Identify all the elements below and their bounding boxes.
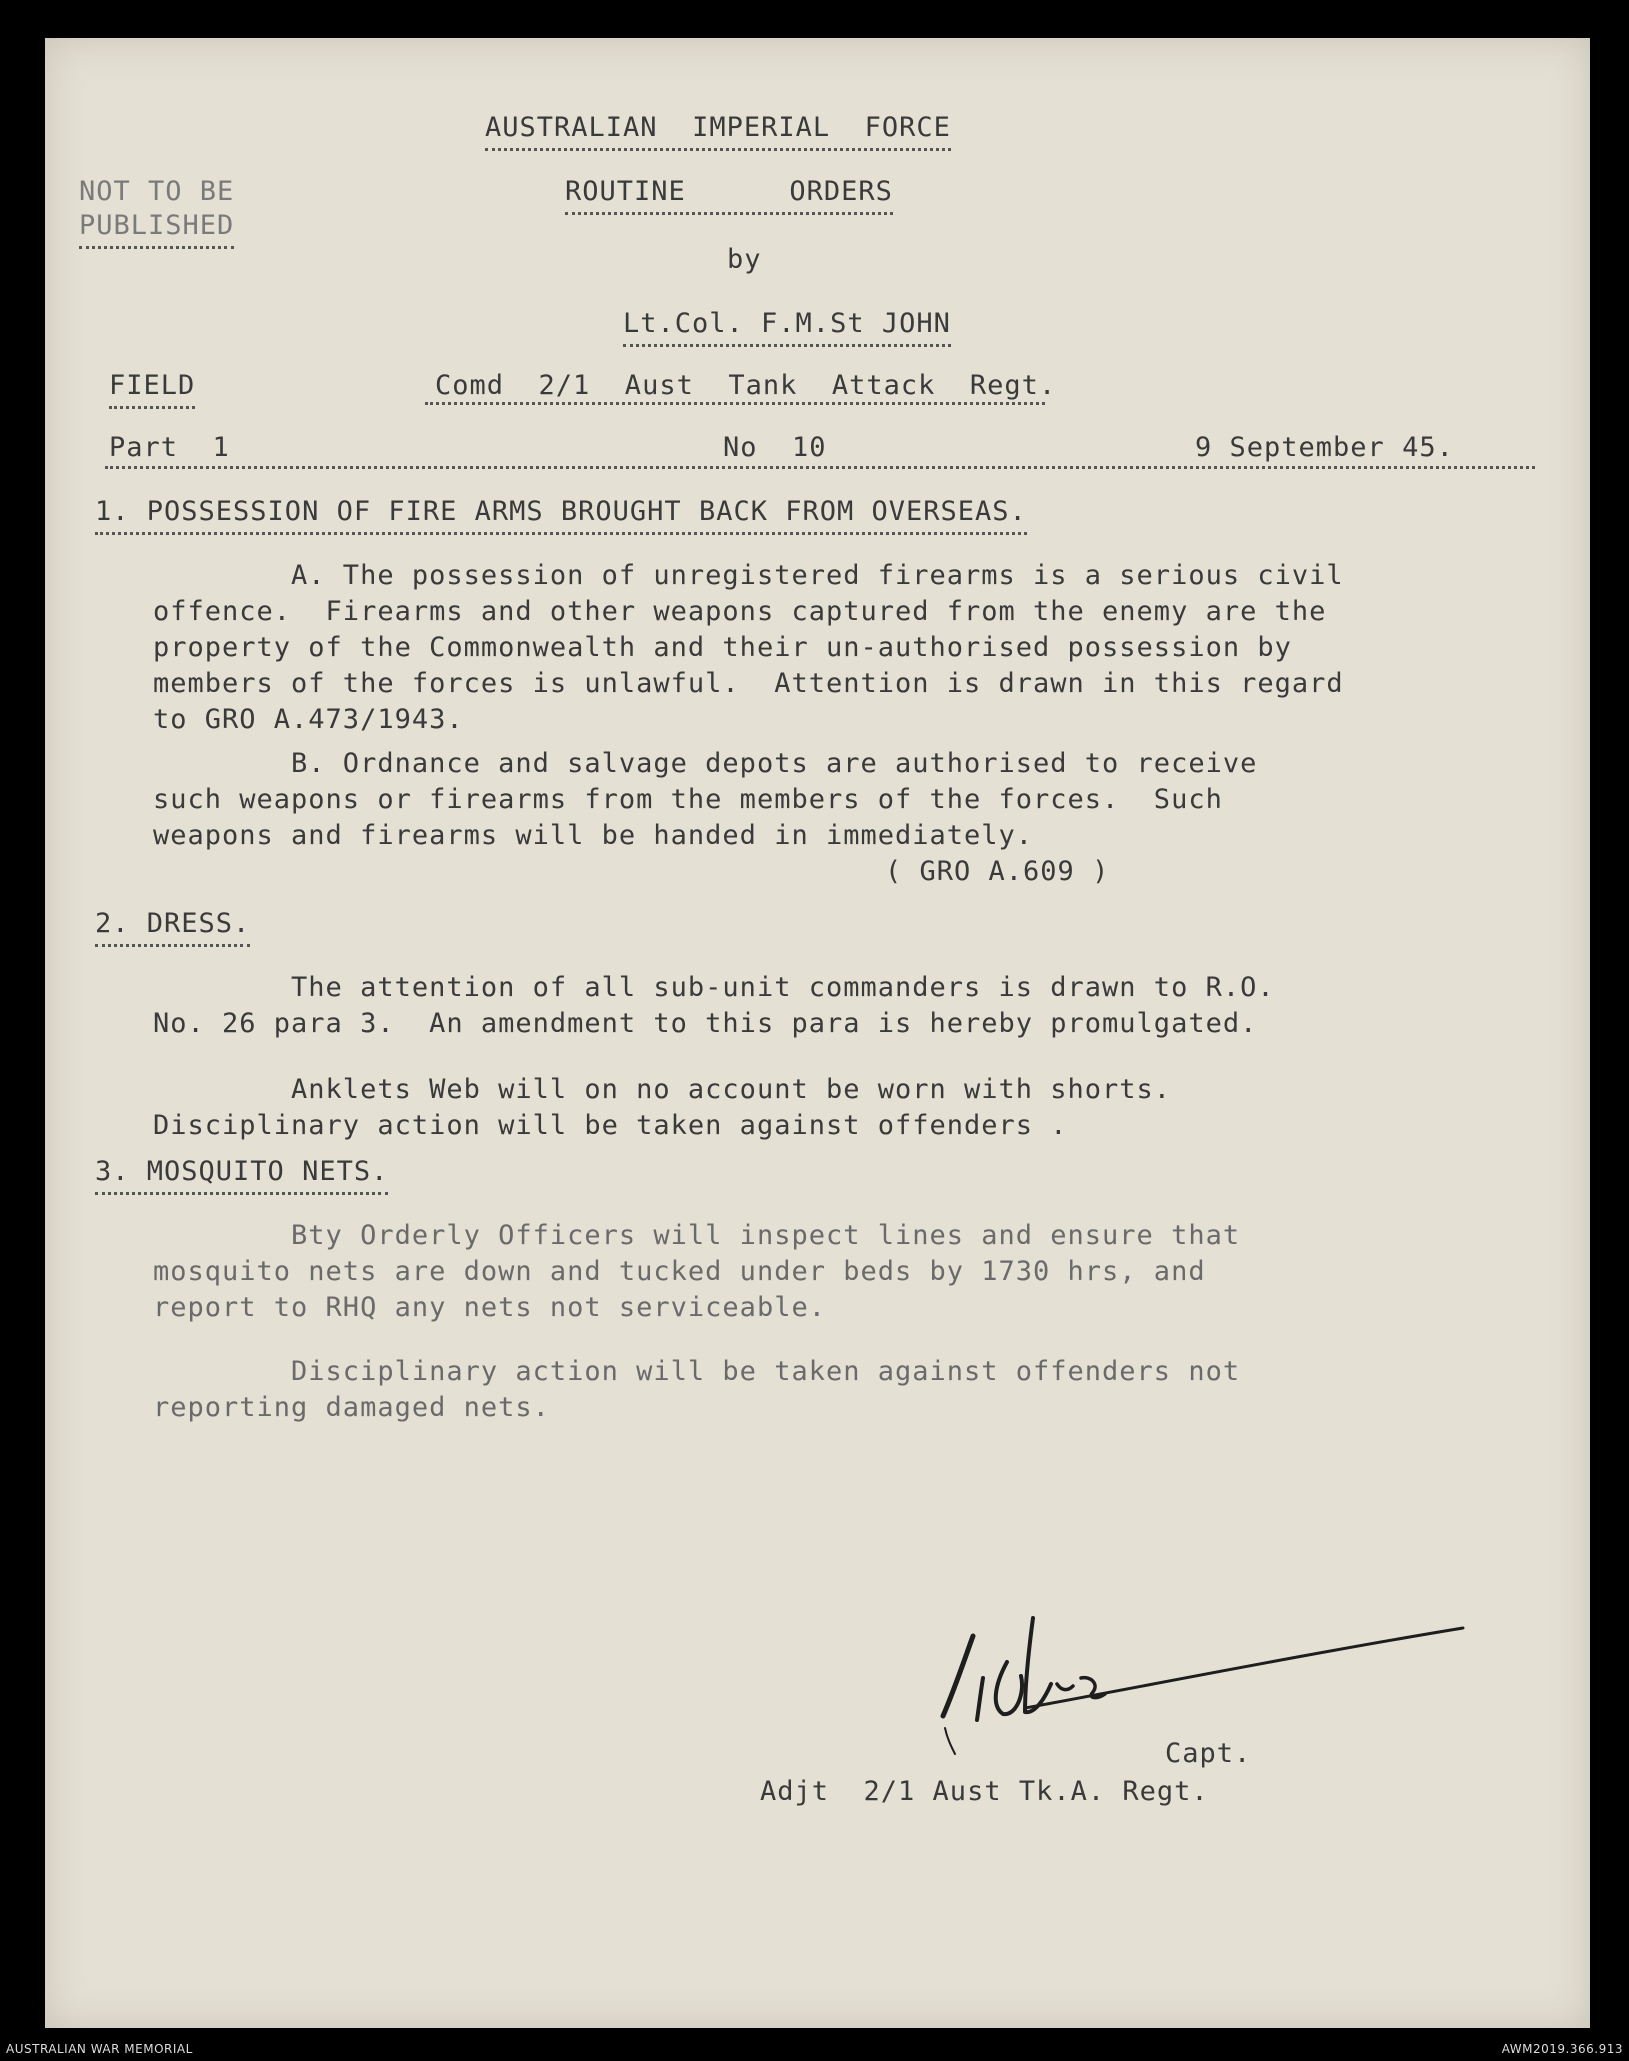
stamp-line-1: NOT TO BE [79, 176, 235, 207]
section-3-heading: 3. MOSQUITO NETS. [95, 1154, 388, 1195]
section-3-para-1 [153, 1218, 1240, 1326]
text-line: report to RHQ any nets not serviceable. [153, 1292, 826, 1323]
text-line: Bty Orderly Officers will inspect lines and ensure that [153, 1220, 1241, 1251]
section-3-para-2 [153, 1354, 1240, 1426]
unit-name: Comd 2/1 Aust Tank Attack Regt. [435, 370, 1057, 401]
text-line: Disciplinary action will be taken against offenders not [153, 1356, 1241, 1387]
text-line: No. 26 para 3. An amendment to this para is hereby promulgated. [153, 1008, 1258, 1039]
section-1-para-a [153, 558, 1344, 738]
text-line: The attention of all sub-unit commanders is drawn to R.O. [153, 972, 1275, 1003]
signatory-rank: Capt. [1165, 1738, 1252, 1769]
part-label: Part 1 [109, 432, 230, 463]
signatory-title: Adjt 2/1 Aust Tk.A. Regt. [760, 1776, 1209, 1807]
order-number: No 10 [723, 432, 827, 463]
text-line: Disciplinary action will be taken against offenders . [153, 1110, 1068, 1141]
section-2-heading: 2. DRESS. [95, 906, 250, 947]
text-line: such weapons or firearms from the members of the forces. Such [153, 784, 1223, 815]
section-1-reference: ( GRO A.609 ) [885, 856, 1110, 887]
text-line: members of the forces is unlawful. Attention is drawn in this regard [153, 668, 1344, 699]
part-rule [105, 466, 1535, 469]
document-page [45, 38, 1590, 2028]
field-label: FIELD [109, 368, 195, 409]
archive-credit: AUSTRALIAN WAR MEMORIAL [6, 2042, 193, 2056]
unit-rule [425, 402, 1045, 405]
text-line: reporting damaged nets. [153, 1392, 550, 1423]
text-line: mosquito nets are down and tucked under beds by 1730 hrs, and [153, 1256, 1206, 1287]
by-line: by [727, 244, 762, 275]
text-line: B. Ordnance and salvage depots are authorised to receive [153, 748, 1258, 779]
text-line: to GRO A.473/1943. [153, 704, 464, 735]
text-line: Anklets Web will on no account be worn with shorts. [153, 1074, 1172, 1105]
section-2-para-1 [153, 970, 1275, 1042]
archive-reference: AWM2019.366.913 [1501, 2042, 1623, 2056]
text-line: A. The possession of unregistered firearms is a serious civil [153, 560, 1344, 591]
section-1-heading: 1. POSSESSION OF FIRE ARMS BROUGHT BACK FROM OVERSEAS. [95, 494, 1027, 535]
stamp-line-2: PUBLISHED [79, 208, 234, 249]
text-line: weapons and firearms will be handed in immediately. [153, 820, 1034, 851]
document-subtitle: ROUTINE ORDERS [565, 174, 893, 215]
document-title: AUSTRALIAN IMPERIAL FORCE [485, 110, 951, 151]
section-1-para-b [153, 746, 1257, 854]
section-2-para-2 [153, 1072, 1171, 1144]
text-line: offence. Firearms and other weapons captured from the enemy are the [153, 596, 1327, 627]
order-date: 9 September 45. [1195, 432, 1454, 463]
text-line: property of the Commonwealth and their un-authorised possession by [153, 632, 1292, 663]
officer-name: Lt.Col. F.M.St JOHN [623, 306, 951, 347]
